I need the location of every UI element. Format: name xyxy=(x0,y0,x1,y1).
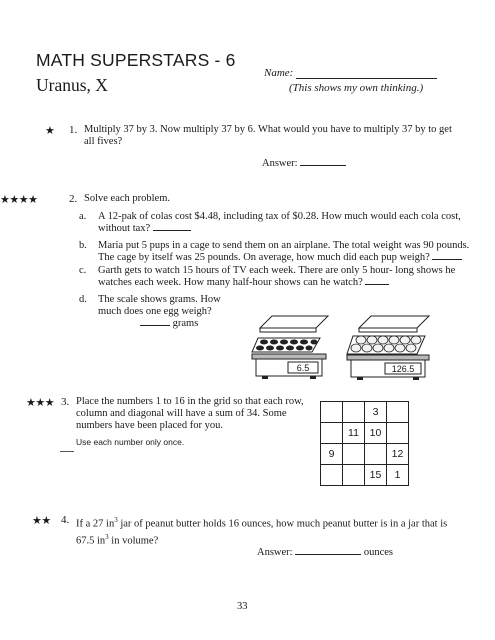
scale-full-carton xyxy=(345,312,440,384)
q3-line: column and diagonal will have a sum of 34. Some xyxy=(76,408,287,419)
q4-text-part: in volume? xyxy=(108,535,159,546)
answer-label: Answer: xyxy=(257,547,293,558)
q1-text xyxy=(84,124,452,148)
q2a-line: A 12-pak of colas cost $4.48, including tax of $0.28. How much would each cola cost, xyxy=(98,211,461,222)
underline-mark xyxy=(60,451,74,452)
ounces-label: ounces xyxy=(363,547,393,558)
q2c-letter: c. xyxy=(79,265,87,276)
q2d-letter: d. xyxy=(79,294,87,305)
worksheet-subtitle: Uranus, X xyxy=(36,75,108,95)
q4-superscript: 3 xyxy=(105,532,109,541)
answer-label: Answer: xyxy=(262,158,298,169)
grid-cell[interactable] xyxy=(387,402,409,423)
q2-number: 2. xyxy=(69,193,78,205)
answer-blank xyxy=(365,284,389,285)
grid-cell[interactable] xyxy=(321,423,343,444)
grid-cell[interactable]: 3 xyxy=(365,402,387,423)
q2a-letter: a. xyxy=(79,211,87,222)
q2-stars: ★★★★ xyxy=(0,194,38,206)
q2b-text xyxy=(98,240,469,264)
worksheet-title: MATH SUPERSTARS - 6 xyxy=(36,50,236,70)
grid-cell[interactable] xyxy=(343,402,365,423)
q1-line: all fives? xyxy=(84,136,123,147)
grid-cell[interactable]: 15 xyxy=(365,465,387,486)
q4-text-part: If a 27 in xyxy=(76,518,115,530)
q4-line xyxy=(76,531,447,548)
q2b-line: Maria put 5 pups in a cage to send them on an airplane. The total weight was 90 pounds. xyxy=(98,240,470,251)
grid-row xyxy=(321,402,409,423)
q4-text xyxy=(76,514,447,547)
q1-number: 1. xyxy=(69,124,78,136)
grid-cell[interactable] xyxy=(343,465,365,486)
q4-text-part: jar of peanut butter holds 16 ounces, how much peanut butter is in a jar that is xyxy=(117,518,448,530)
q2d-line: much does one egg weigh? xyxy=(98,306,212,317)
grid-cell[interactable]: 1 xyxy=(387,465,409,486)
q3-number: 3. xyxy=(61,396,70,408)
page-number: 33 xyxy=(237,601,248,612)
grid-cell[interactable]: 11 xyxy=(343,423,365,444)
q4-number: 4. xyxy=(61,514,70,526)
grid-row xyxy=(321,423,409,444)
grams-label: grams xyxy=(172,318,199,329)
answer-blank xyxy=(432,259,462,260)
q2c-line: watches each week. How many half-hour shows can he watch? xyxy=(98,277,363,288)
thinking-note: (This shows my own thinking.) xyxy=(289,82,424,94)
grid-cell[interactable]: 12 xyxy=(387,444,409,465)
q3-line: Place the numbers 1 to 16 in the grid so that each row, xyxy=(76,396,304,407)
q1-stars: ★ xyxy=(45,125,55,137)
grid-cell[interactable] xyxy=(343,444,365,465)
q2c-text xyxy=(98,265,455,289)
scale2-reading: 126.5 xyxy=(391,364,415,374)
grid-cell[interactable] xyxy=(365,444,387,465)
q2c-line: Garth gets to watch 15 hours of TV each week. There are only 5 hour- long shows he xyxy=(98,265,456,276)
answer-blank xyxy=(153,230,191,231)
q2a-text xyxy=(98,211,461,235)
q4-answer xyxy=(257,547,393,558)
answer-blank xyxy=(295,554,361,555)
q4-superscript: 3 xyxy=(114,516,118,524)
q4-text-part: 67.5 in xyxy=(76,535,106,546)
grid-cell[interactable] xyxy=(321,465,343,486)
scale-empty-carton xyxy=(250,312,335,384)
q3-stars: ★★★ xyxy=(26,397,55,409)
grid-cell[interactable] xyxy=(321,402,343,423)
q1-line: Multiply 37 by 3. Now multiply 37 by 6. What would you have to multiply 37 by to get xyxy=(84,124,452,135)
name-label: Name: xyxy=(264,67,294,79)
q4-line xyxy=(76,514,447,531)
grid-row xyxy=(321,465,409,486)
q3-line: numbers have been placed for you. xyxy=(76,420,223,431)
scale1-reading: 6.5 xyxy=(296,363,310,373)
q2a-line: without tax? xyxy=(98,223,151,234)
q2d-answer xyxy=(98,318,221,330)
magic-square-grid xyxy=(320,401,409,486)
grid-cell[interactable]: 9 xyxy=(321,444,343,465)
name-blank xyxy=(296,78,437,79)
q1-answer xyxy=(262,158,346,169)
q2c-line2 xyxy=(98,277,455,289)
q3-text xyxy=(76,396,304,432)
q2b-letter: b. xyxy=(79,240,87,251)
q2a-line2 xyxy=(98,223,461,235)
q4-stars: ★★ xyxy=(32,515,51,527)
q2d-text xyxy=(98,294,221,330)
grid-cell[interactable]: 10 xyxy=(365,423,387,444)
grid-cell[interactable] xyxy=(387,423,409,444)
answer-blank xyxy=(300,165,346,166)
q2b-line2 xyxy=(98,252,469,264)
q2b-line: The cage by itself was 25 pounds. On average, how much did each pup weigh? xyxy=(98,252,430,263)
q2d-line: The scale shows grams. How xyxy=(98,294,221,305)
answer-blank xyxy=(140,325,170,326)
q3-note: Use each number only once. xyxy=(76,437,185,447)
q2-intro: Solve each problem. xyxy=(84,193,171,204)
grid-row xyxy=(321,444,409,465)
